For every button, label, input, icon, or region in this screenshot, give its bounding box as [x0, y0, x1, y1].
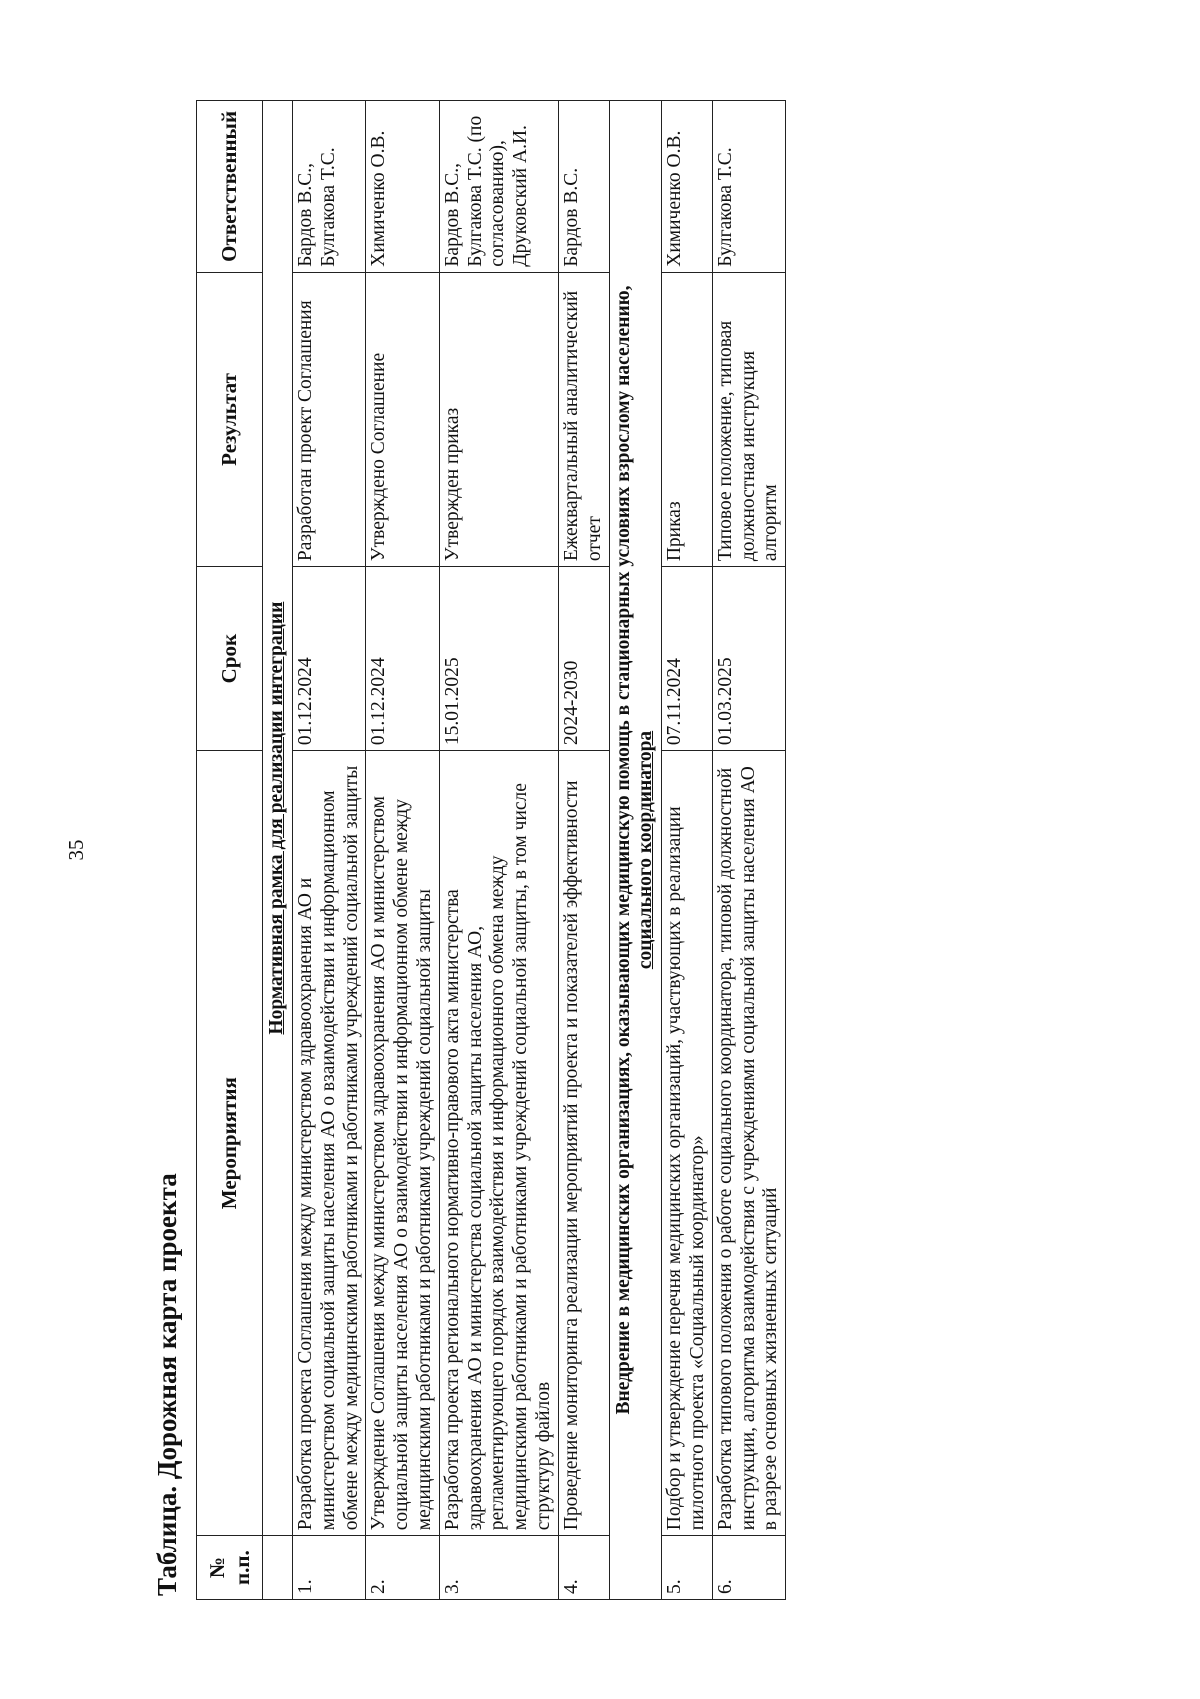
row-event: Разработка проекта Соглашения между министерством здравоохранения АО и министерством социальной защиты населения АО о взаимодействии и информационном обмене между медицинскими работниками и работниками учреждений социальной защиты — [292, 751, 365, 1536]
row-responsible: Бардов В.С., Булгакова Т.С. — [292, 101, 365, 273]
section-title-line2: социального координатора — [635, 730, 657, 970]
row-num: 4. — [558, 1536, 609, 1600]
section-title: Нормативная рамка для реализации интеграции — [263, 101, 293, 1536]
table-header-row — [197, 101, 263, 1600]
rotated-page-content — [64, 100, 1040, 1600]
header-event: Мероприятия — [197, 751, 263, 1536]
row-term: 01.03.2025 — [712, 567, 785, 751]
row-result: Утвержден приказ — [439, 272, 558, 566]
table-row — [366, 101, 439, 1600]
row-responsible: Бардов В.С. — [558, 101, 609, 273]
header-result: Результат — [197, 272, 263, 566]
row-result: Разработан проект Соглашения — [292, 272, 365, 566]
row-term: 07.11.2024 — [662, 567, 713, 751]
table-row — [439, 101, 558, 1600]
row-result: Типовое положение, типовая должностная инструкция алгоритм — [712, 272, 785, 566]
row-event: Проведение мониторинга реализации мероприятий проекта и показателей эффективности — [558, 751, 609, 1536]
row-num: 2. — [366, 1536, 439, 1600]
row-result: Утверждено Соглашение — [366, 272, 439, 566]
section-title-block — [609, 101, 662, 1600]
row-num: 6. — [712, 1536, 785, 1600]
table-row — [558, 101, 609, 1600]
row-event: Разработка типового положения о работе социального координатора, типовой должностной инструкции, алгоритма взаимодействия с учреждениями социальной защиты населения АО в разрезе основных жизненных ситуаций — [712, 751, 785, 1536]
row-term: 01.12.2024 — [366, 567, 439, 751]
roadmap-table — [196, 100, 786, 1600]
row-term: 01.12.2024 — [292, 567, 365, 751]
row-result: Ежеквартальный аналитический отчет — [558, 272, 609, 566]
row-responsible: Химиченко О.В. — [662, 101, 713, 273]
row-responsible: Химиченко О.В. — [366, 101, 439, 273]
row-term: 15.01.2025 — [439, 567, 558, 751]
row-num: 3. — [439, 1536, 558, 1600]
row-event: Утверждение Соглашения между министерством здравоохранения АО и министерством социальной защиты населения АО о взаимодействии и информационном обмене между медицинскими работниками и работниками учреждений социальной защиты — [366, 751, 439, 1536]
page-number: 35 — [64, 839, 88, 861]
table-caption: Таблица. Дорожная карта проекта — [152, 1173, 182, 1596]
section-header-row — [609, 101, 662, 1600]
row-responsible: Бардов В.С., Булгакова Т.С. (по согласованию), Друковский А.И. — [439, 101, 558, 273]
table-row — [662, 101, 713, 1600]
header-num: № п.п. — [197, 1536, 263, 1600]
row-result: Приказ — [662, 272, 713, 566]
header-term: Срок — [197, 567, 263, 751]
row-term: 2024-2030 — [558, 567, 609, 751]
table-row — [712, 101, 785, 1600]
row-event: Разработка проекта регионального нормативно-правового акта министерства здравоохранения АО и министерства социальной защиты населения АО, регламентирующего порядок взаимодействия и информационного обмена между медицинскими работниками и работниками учреждений социальной защиты, в том числе структуру файлов — [439, 751, 558, 1536]
header-responsible: Ответственный — [197, 101, 263, 273]
row-responsible: Булгакова Т.С. — [712, 101, 785, 273]
row-num: 5. — [662, 1536, 713, 1600]
row-event: Подбор и утверждение перечня медицинских организаций, участвующих в реализации пилотного проекта «Социальный координатор» — [662, 751, 713, 1536]
section-header-row — [263, 101, 293, 1600]
table-row — [292, 101, 365, 1600]
section-title: Внедрение в медицинских организациях, оказывающих медицинскую помощь в стационарных условиях взрослому населению, — [612, 285, 634, 1415]
row-num: 1. — [292, 1536, 365, 1600]
